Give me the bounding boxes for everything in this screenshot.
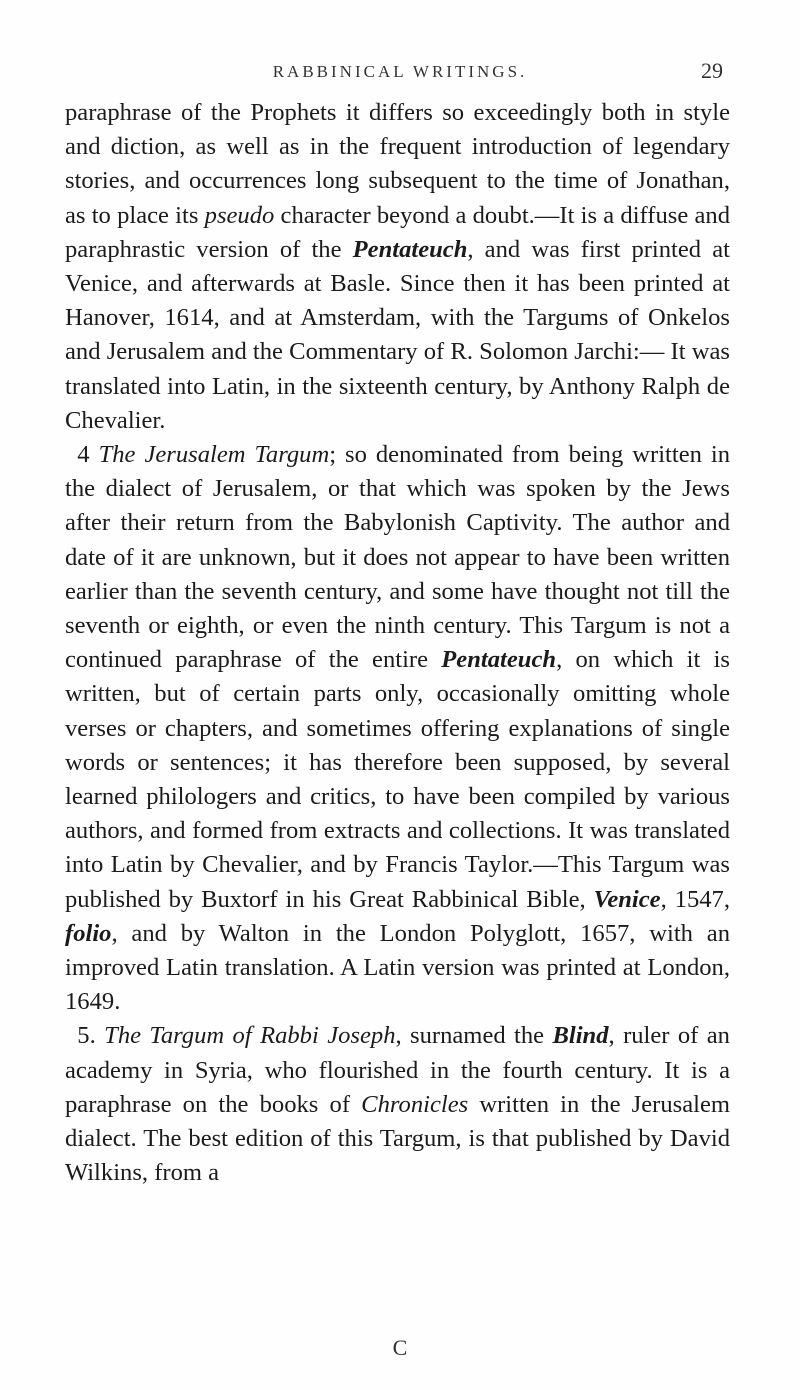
- text-run: paraphrase of the Prophets it differs so exceedingly both in style and diction, as well as in the frequent introduction of legendary stories, and occurrences long subsequent to the time of Jonathan, as to place its: [65, 99, 730, 229]
- italic-heading: The Targum of Rabbi Joseph: [104, 1022, 396, 1050]
- running-head: [0, 58, 800, 88]
- text-run: , on which it is written, but of certain parts only, occasionally omitting whole verses or chapters, and sometimes offering explanations of single words or sentences; it has therefore been supposed, by several learned philologers and critics, to have been compiled by various authors, and formed from extracts and collections. It was translated into Latin by Chevalier, and by Francis Taylor.—This Targum was published by Buxtorf in his Great Rabbinical Bible,: [65, 646, 730, 913]
- paragraph-targum-joseph: [65, 1019, 730, 1190]
- italic-term: Chronicles: [361, 1090, 469, 1118]
- text-run: , 1547,: [660, 885, 730, 913]
- body-text: [65, 96, 730, 1191]
- signature-mark: C: [392, 1335, 408, 1360]
- running-title: RABBINICAL WRITINGS.: [272, 62, 528, 81]
- text-run: , and by Walton in the London Polyglott, 1657, with an improved Latin translation. A Latin version was printed at London, 1649.: [65, 919, 730, 1016]
- italic-term: Pentateuch: [441, 646, 557, 674]
- italic-heading: The Jerusalem Targum: [98, 441, 330, 469]
- item-number: 5.: [77, 1022, 105, 1050]
- italic-term: Blind: [552, 1022, 609, 1050]
- text-run: ; so denominated from being written in the dialect of Jerusalem, or that which was spoken by the Jews after their return from the Babylonish Captivity. The author and date of it are unknown, but it does not appear to have been written earlier than the seventh century, and some have thought not till the seventh or eighth, or even the ninth century. This Targum is not a continued paraphrase of the entire: [65, 441, 731, 674]
- italic-term: pseudo: [204, 201, 275, 229]
- italic-term: Venice: [593, 885, 661, 913]
- text-run: , ruler of an academy in Syria, who flourished in the fourth century. It is a paraphrase on the books of: [65, 1022, 730, 1118]
- text-run: written in the Jerusalem dialect. The best edition of this Targum, is that published by David Wilkins, from a: [65, 1090, 730, 1187]
- text-run: , and was first printed at Venice, and afterwards at Basle. Since then it has been printed at Hanover, 1614, and at Amsterdam, with the Targums of Onkelos and Jerusalem and the Commentary of R. Solomon Jarchi:— It was translated into Latin, in the sixteenth century, by Anthony Ralph de Chevalier.: [65, 235, 730, 434]
- italic-term: Pentateuch: [352, 235, 468, 263]
- italic-term: folio: [65, 919, 112, 947]
- text-run: , surnamed the: [395, 1022, 553, 1050]
- page-number: 29: [701, 58, 723, 83]
- paragraph-continuation: [65, 96, 730, 438]
- text-run: character beyond a doubt.—It is a diffuse and paraphrastic version of the: [65, 201, 730, 263]
- item-number: 4: [77, 441, 99, 469]
- paragraph-jerusalem-targum: [65, 438, 730, 1019]
